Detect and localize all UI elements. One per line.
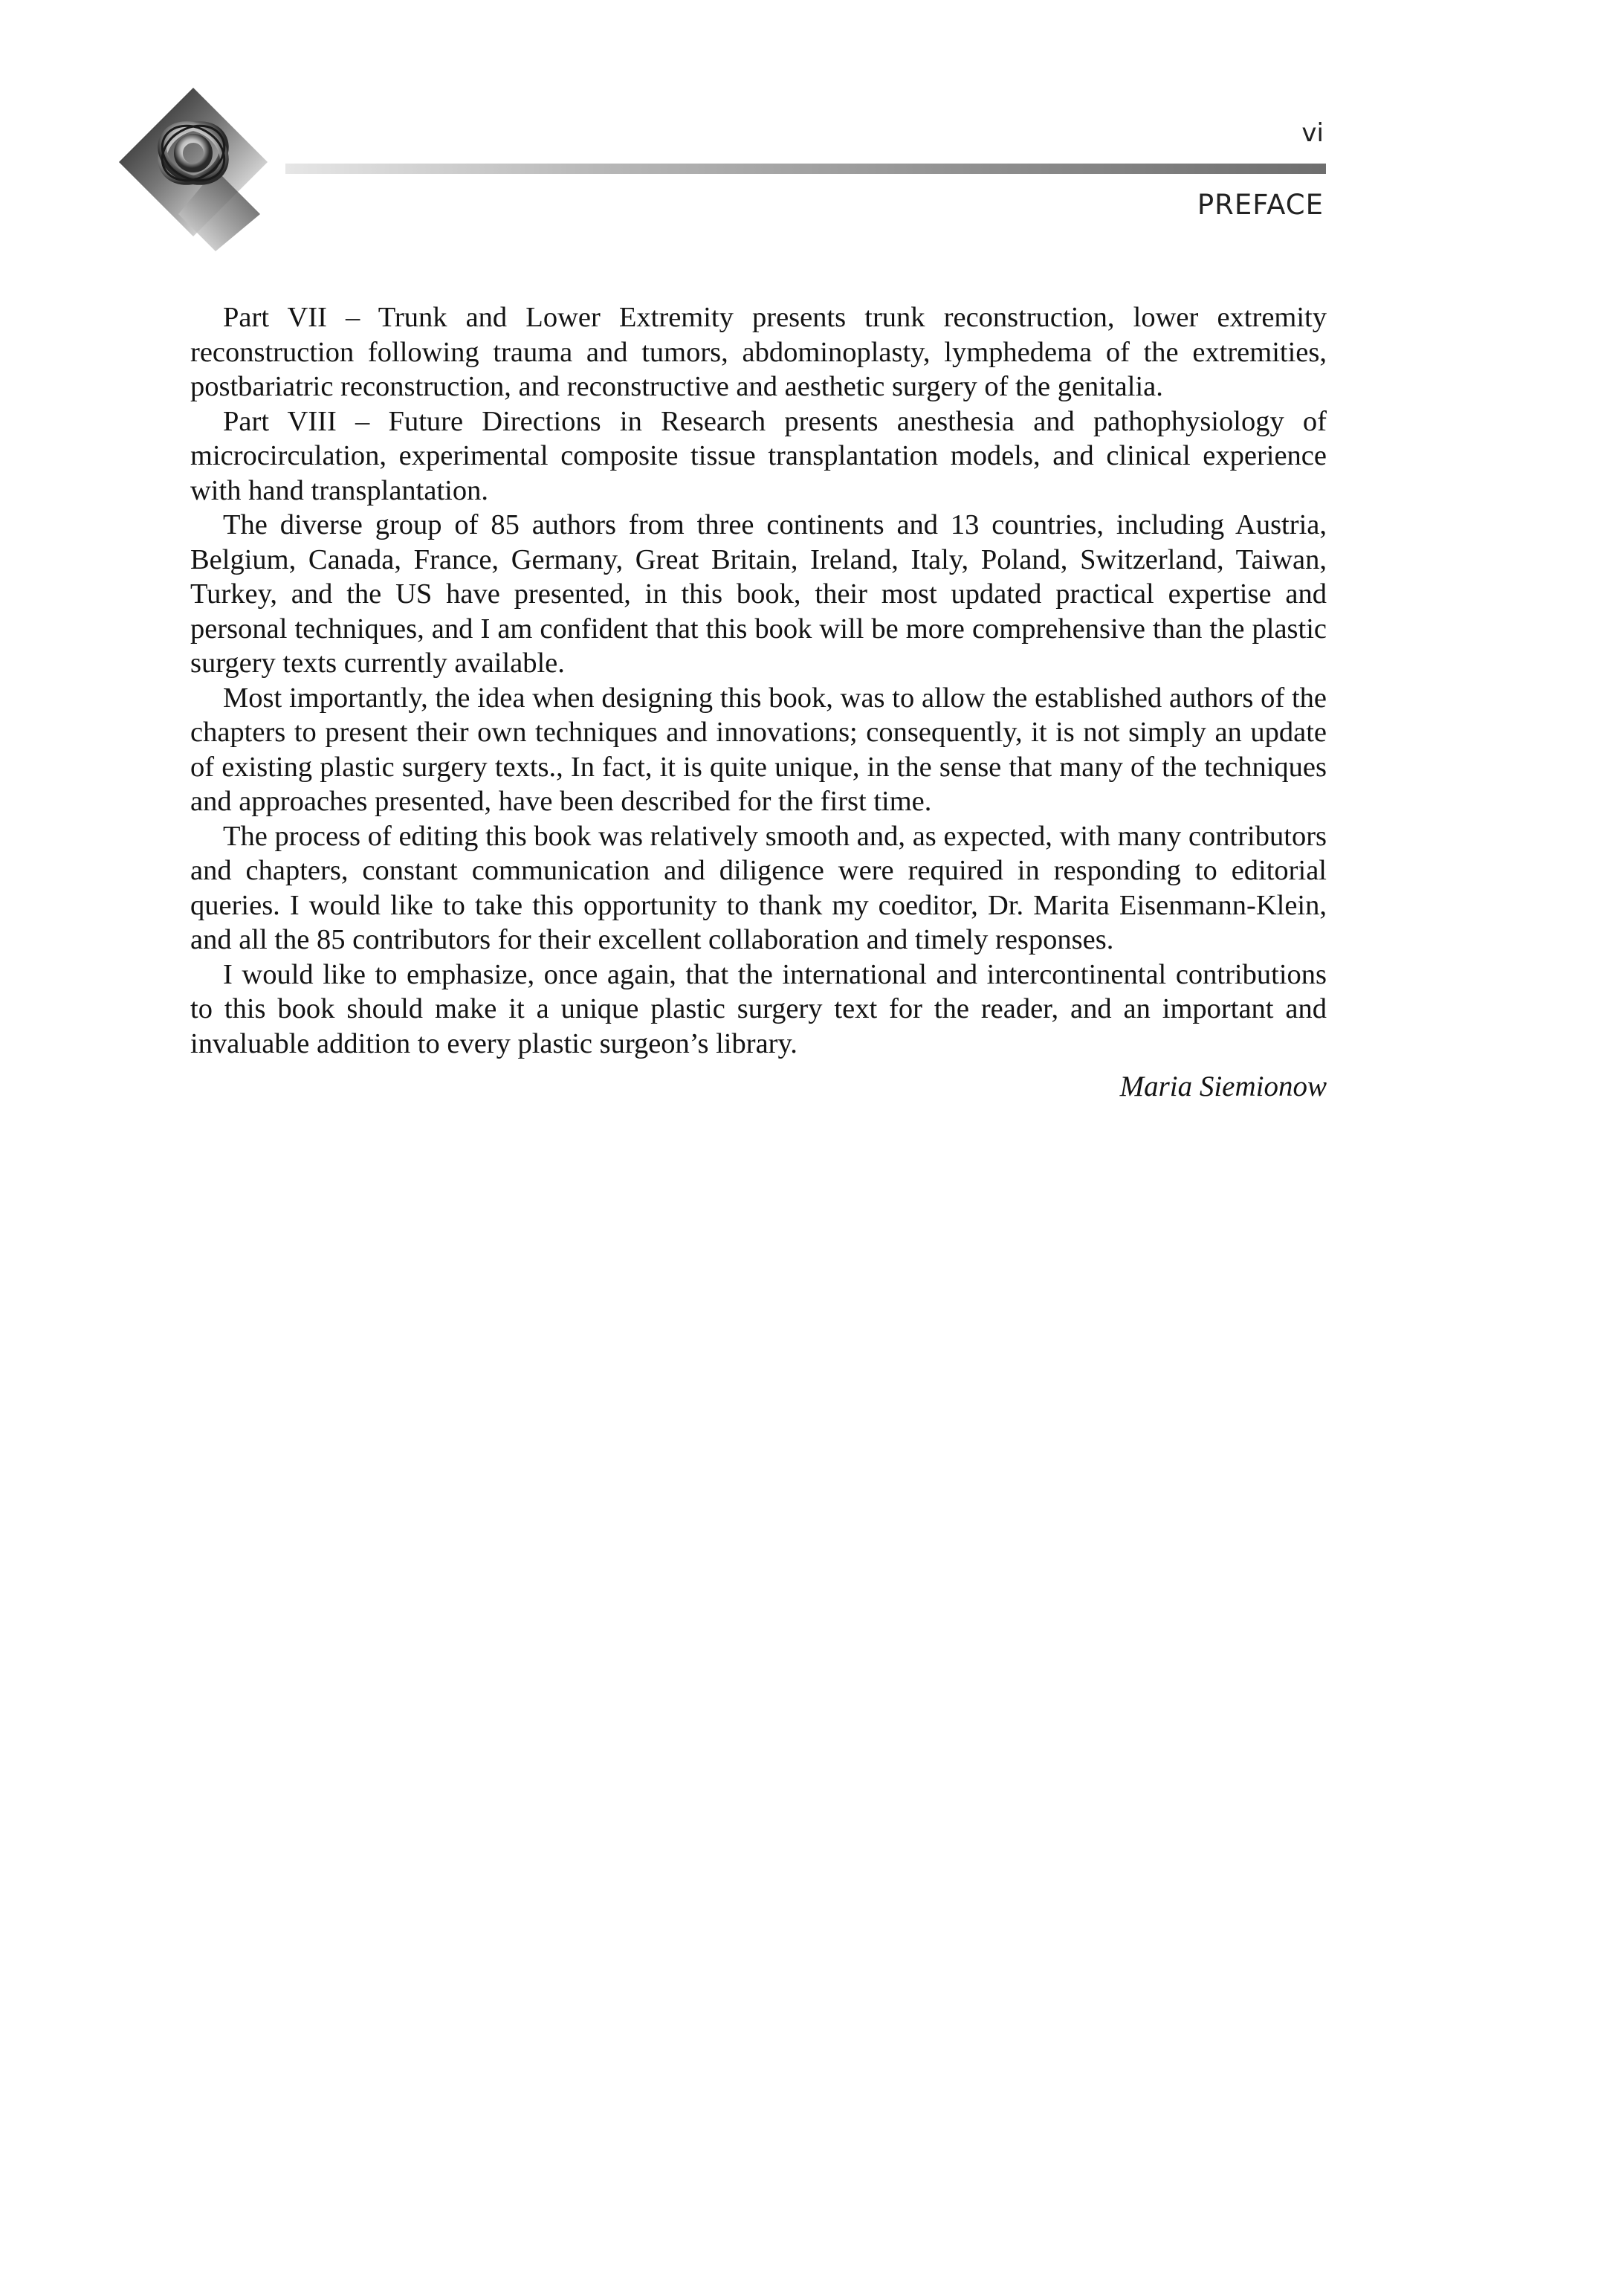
paragraph: The diverse group of 85 authors from three continents and 13 countries, including Austria, Belgium, Canada, France, Germany, Great Britain, Ireland, Italy, Poland, Switzerland, Taiwan, Turkey, and the US have presented, in this book, their most updated practical expertise and personal techniques, and I am confident that this book will be more comprehensive than the plastic surgery texts currently available. (190, 509, 1327, 679)
paragraph: The process of editing this book was relatively smooth and, as expected, with many contributors and chapters, constant communication and diligence were required in responding to editorial queries. I would like to take this opportunity to thank my coeditor, Dr. Marita Eisenmann-Klein, and all the 85 contributors for their excellent collaboration and timely responses. (190, 820, 1327, 955)
page-number: vi (1301, 118, 1324, 148)
section-title: PREFACE (1197, 189, 1324, 221)
paragraph: Most importantly, the idea when designing this book, was to allow the established authors of the chapters to present their own techniques and innovations; consequently, it is not simply an update of existing plastic surgery texts., In fact, it is quite unique, in the sense that many of the techniques and approaches presented, have been described for the first time. (190, 682, 1327, 817)
preface-body (190, 300, 1327, 1104)
header-rule (285, 164, 1326, 174)
paragraph: I would like to emphasize, once again, that the international and intercontinental contributions to this book should make it a unique plastic surgery text for the reader, and an important and invaluable addition to every plastic surgeon’s library. (190, 958, 1327, 1059)
publisher-logo-icon (119, 88, 268, 251)
author-signature: Maria Siemionow (1119, 1071, 1327, 1102)
paragraph: Part VII – Trunk and Lower Extremity presents trunk reconstruction, lower extremity reconstruction following trauma and tumors, abdominoplasty, lymphedema of the extremities, postbariatric reconstruction, and reconstructive and aesthetic surgery of the genitalia. (190, 302, 1327, 402)
paragraph: Part VIII – Future Directions in Research presents anesthesia and pathophysiology of microcirculation, experimental composite tissue transplantation models, and clinical experience with hand transplantation. (190, 405, 1327, 506)
